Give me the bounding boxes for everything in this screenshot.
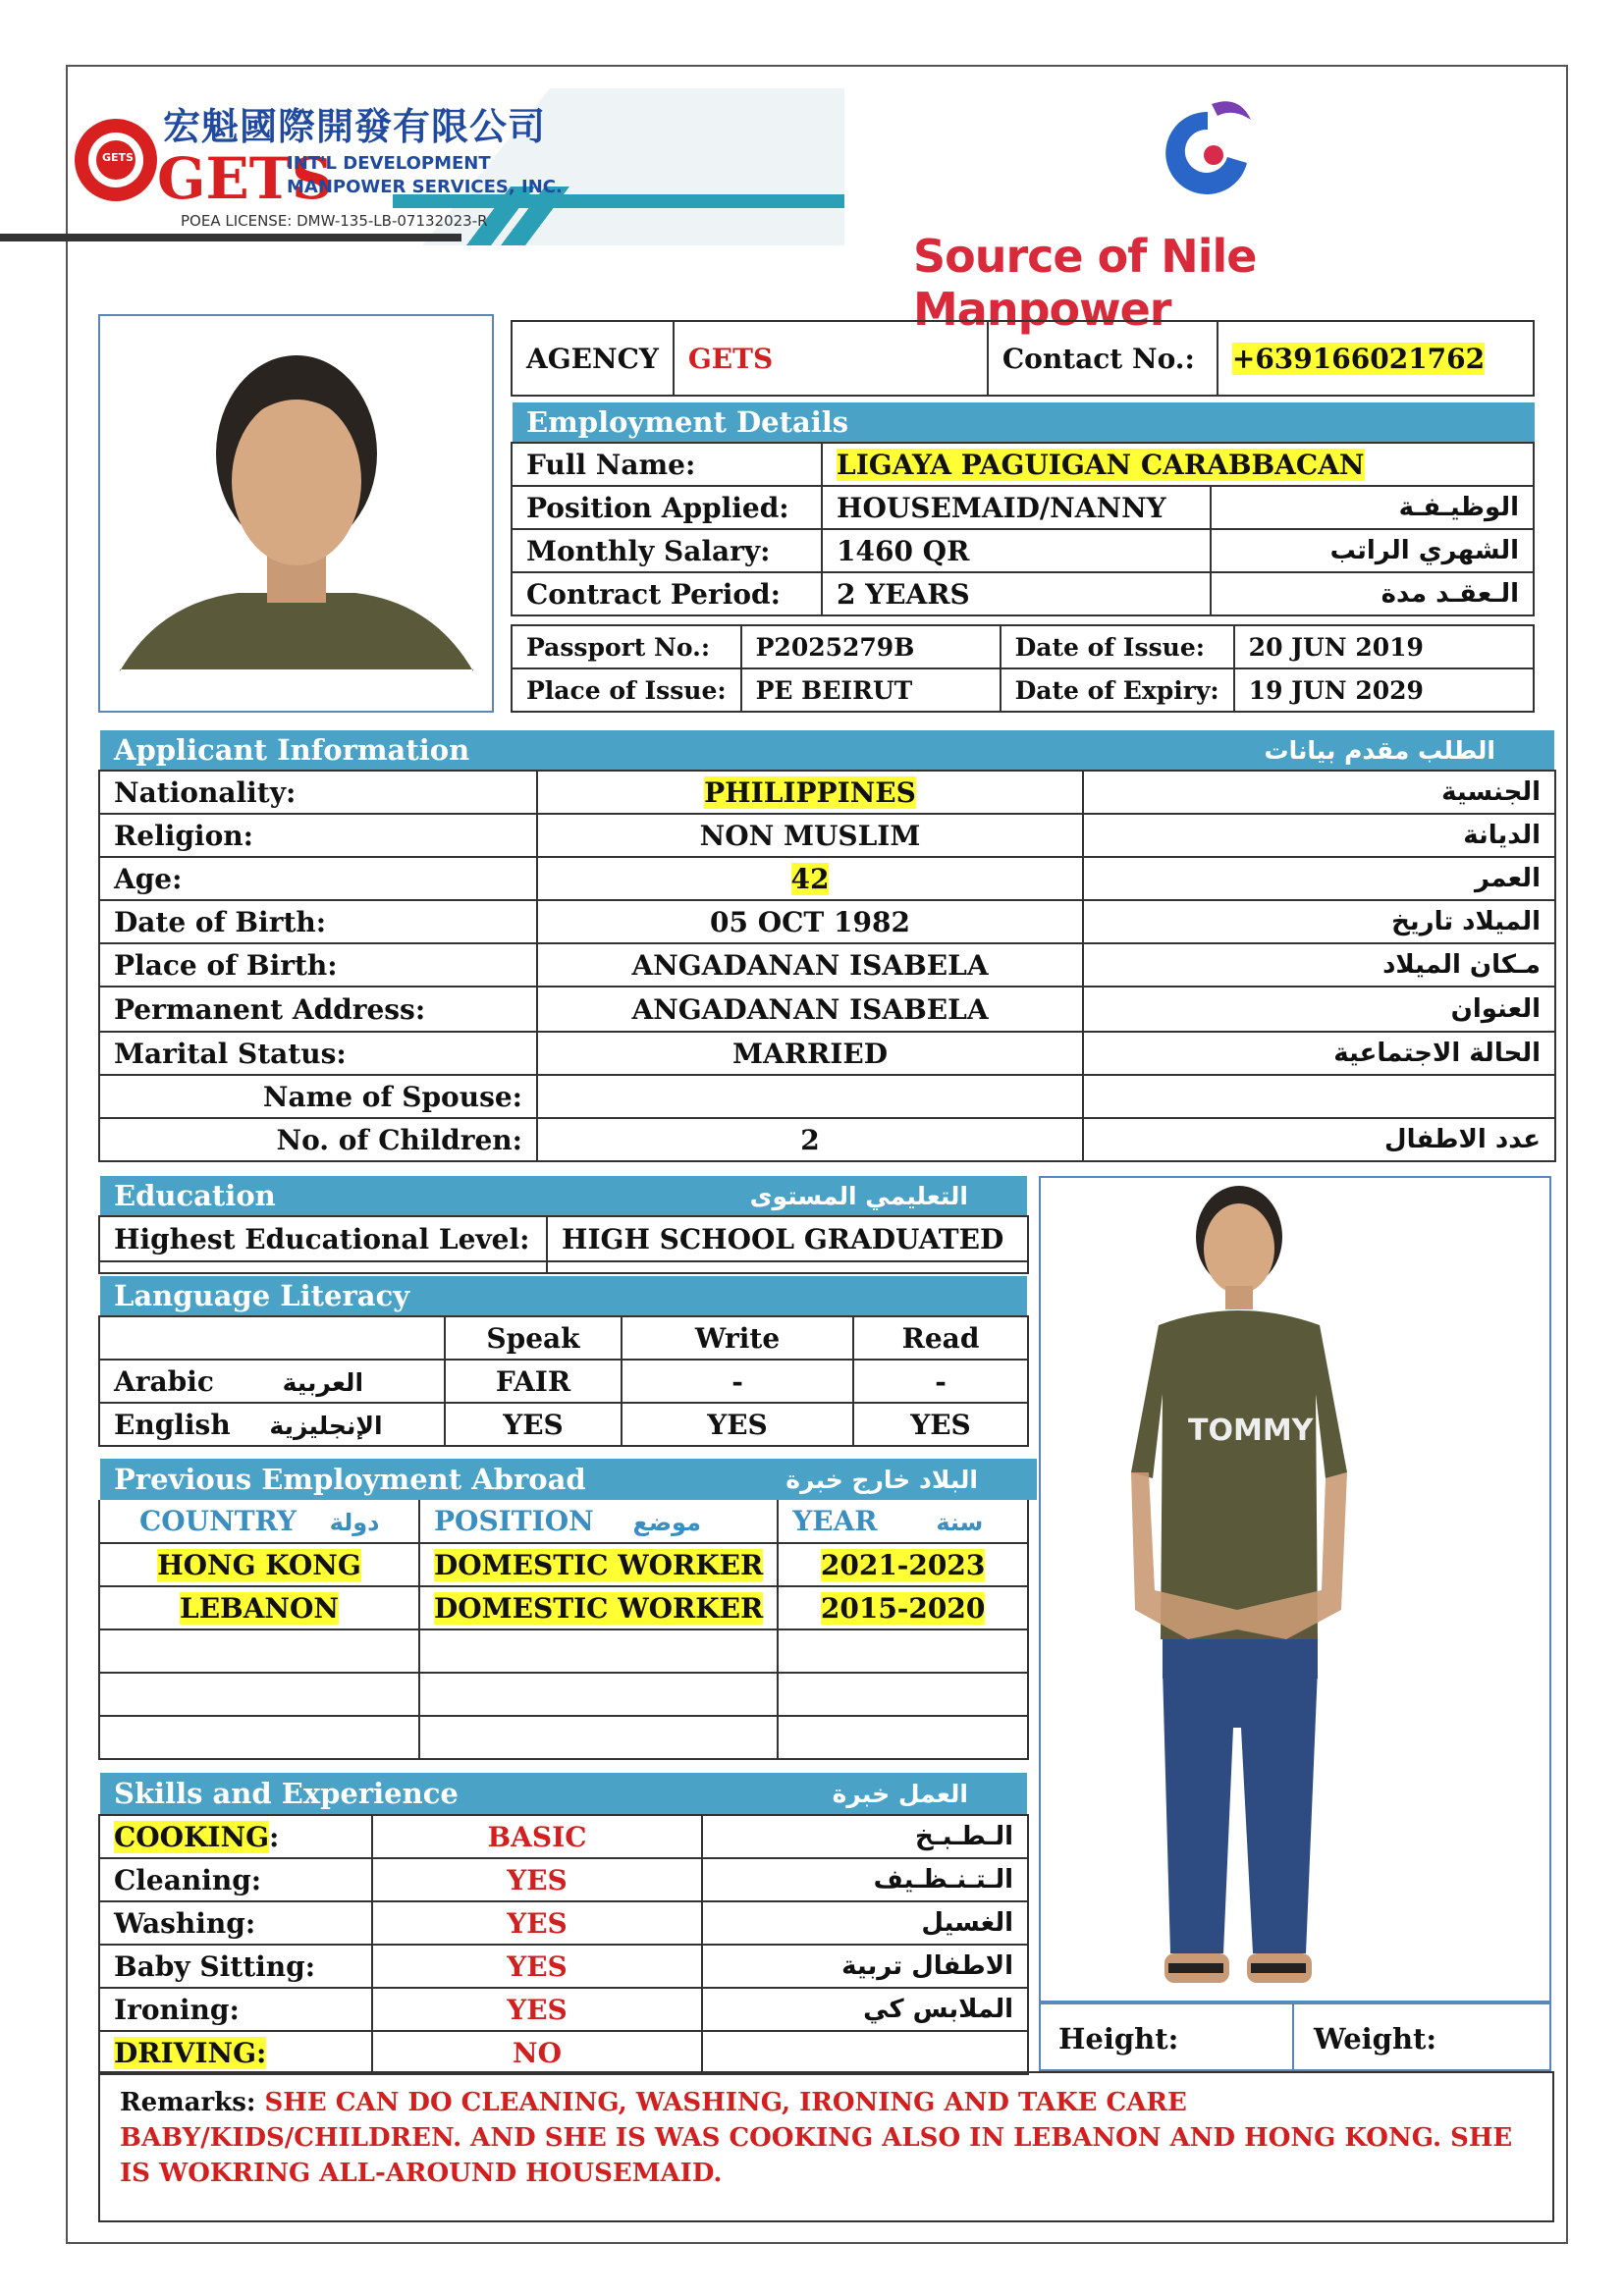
employment-table — [511, 442, 1535, 616]
previous-table — [98, 1500, 1029, 1760]
country-header-label: COUNTRY — [139, 1505, 297, 1537]
prev-year-value: 2015-2020 — [820, 1591, 986, 1625]
ironing-arabic: الملابس كي — [702, 1988, 1028, 2031]
pob-arabic: مـكان الميلاد — [1083, 943, 1555, 987]
prev-position-value: DOMESTIC WORKER — [434, 1548, 764, 1581]
english-write: YES — [622, 1403, 853, 1446]
driving-label-cell — [99, 2031, 372, 2074]
language-title: Language Literacy — [114, 1279, 410, 1312]
arabic-read: - — [853, 1360, 1028, 1403]
address-value: ANGADANAN ISABELA — [537, 987, 1083, 1032]
height-weight-divider — [1292, 2004, 1294, 2069]
spouse-arabic — [1083, 1075, 1555, 1118]
religion-label: Religion: — [99, 814, 537, 857]
pob-value: ANGADANAN ISABELA — [537, 943, 1083, 987]
babysitting-label: Baby Sitting: — [99, 1945, 372, 1988]
prev-year-value: 2021-2023 — [820, 1548, 986, 1581]
children-arabic: عدد الاطفال — [1083, 1118, 1555, 1161]
age-label: Age: — [99, 857, 537, 900]
place-issue-value: PE BEIRUT — [741, 668, 1001, 712]
table-row — [99, 1316, 1028, 1360]
height-label: Height: — [1058, 2022, 1179, 2056]
nationality-arabic: الجنسية — [1083, 771, 1555, 814]
agency-table — [511, 320, 1535, 397]
year-header-label: YEAR — [792, 1505, 878, 1537]
speak-header: Speak — [445, 1316, 622, 1360]
table-row — [99, 1586, 1028, 1629]
full-body-photo — [1039, 1176, 1551, 2002]
table-row — [99, 1629, 1028, 1673]
position-arabic: الوظيـفـة — [1211, 486, 1534, 529]
english-lang-cell — [99, 1403, 445, 1446]
marital-arabic: الحالة الاجتماعية — [1083, 1032, 1555, 1075]
position-label: Position Applied: — [512, 486, 822, 529]
table-row — [512, 443, 1534, 486]
year-header-arabic: سنة — [936, 1509, 984, 1536]
pob-label: Place of Birth: — [99, 943, 537, 987]
age-cell — [537, 857, 1083, 900]
applicant-table — [98, 770, 1556, 1162]
applicant-title: Applicant Information — [114, 733, 470, 767]
contact-value-cell — [1218, 321, 1534, 396]
table-row — [99, 1360, 1028, 1403]
arabic-write: - — [622, 1360, 853, 1403]
table-row — [99, 1032, 1555, 1075]
table-row — [99, 1988, 1028, 2031]
table-row — [99, 1945, 1028, 1988]
skills-section-header — [100, 1773, 1027, 1814]
gets-logo — [0, 69, 844, 265]
washing-arabic: الغسيل — [702, 1901, 1028, 1945]
agency-value: GETS — [674, 321, 988, 396]
table-row — [99, 1543, 1028, 1586]
washing-label: Washing: — [99, 1901, 372, 1945]
cleaning-value: YES — [372, 1858, 702, 1901]
ironing-label: Ironing: — [99, 1988, 372, 2031]
nationality-label: Nationality: — [99, 771, 537, 814]
religion-value: NON MUSLIM — [537, 814, 1083, 857]
marital-label: Marital Status: — [99, 1032, 537, 1075]
gets-license: POEA LICENSE: DMW-135-LB-07132023-R — [181, 212, 488, 230]
agency-label: AGENCY — [512, 321, 674, 396]
address-arabic: العنوان — [1083, 987, 1555, 1032]
salary-value: 1460 QR — [822, 529, 1211, 572]
skill-label-cell — [99, 1815, 372, 1858]
table-row — [99, 1858, 1028, 1901]
remarks-text: SHE CAN DO CLEANING, WASHING, IRONING AND TAKE CARE BABY/KIDS/CHILDREN. AND SHE IS WAS COOKING ALSO IN LEBANON AND HONG KONG. SHE IS WOKRING ALL-AROUND HOUSEMAID. — [120, 2088, 1513, 2188]
table-row — [99, 1216, 1028, 1261]
cleaning-arabic: الـتـنـظـيف — [702, 1858, 1028, 1901]
table-row — [512, 529, 1534, 572]
table-row — [99, 900, 1555, 943]
salary-label: Monthly Salary: — [512, 529, 822, 572]
write-header: Write — [622, 1316, 853, 1360]
arabic-speak: FAIR — [445, 1360, 622, 1403]
country-header — [99, 1500, 419, 1543]
driving-value: NO — [372, 2031, 702, 2074]
place-issue-label: Place of Issue: — [512, 668, 741, 712]
age-arabic: العمر — [1083, 857, 1555, 900]
driving-label: DRIVING: — [114, 2036, 267, 2069]
prev-country-cell — [99, 1586, 419, 1629]
gets-badge: GETS — [102, 151, 134, 164]
contract-value: 2 YEARS — [822, 572, 1211, 615]
expiry-date-value: 19 JUN 2029 — [1234, 668, 1534, 712]
table-row — [99, 1716, 1028, 1759]
address-label: Permanent Address: — [99, 987, 537, 1032]
table-row — [512, 625, 1534, 668]
age-value: 42 — [790, 862, 830, 895]
remarks-content — [120, 2085, 1533, 2191]
skills-title: Skills and Experience — [114, 1777, 459, 1810]
spouse-value — [537, 1075, 1083, 1118]
education-value: HIGH SCHOOL GRADUATED — [547, 1216, 1028, 1261]
table-row — [99, 1673, 1028, 1716]
skills-title-arabic: العمل خبرة — [832, 1779, 968, 1808]
nile-title: Source of Nile Manpower — [913, 230, 1257, 336]
education-section-header — [100, 1176, 1027, 1215]
year-header — [778, 1500, 1028, 1543]
full-body-illustration — [1041, 1178, 1549, 2001]
contract-label: Contract Period: — [512, 572, 822, 615]
arabic-lang-label: Arabic — [114, 1364, 214, 1398]
prev-year-cell — [778, 1586, 1028, 1629]
table-row — [99, 2031, 1028, 2074]
previous-section-header — [100, 1459, 1037, 1500]
position-header — [419, 1500, 778, 1543]
table-row — [99, 987, 1555, 1032]
ironing-value: YES — [372, 1988, 702, 2031]
marital-value: MARRIED — [537, 1032, 1083, 1075]
language-section-header — [100, 1276, 1027, 1315]
table-row — [99, 857, 1555, 900]
babysitting-value: YES — [372, 1945, 702, 1988]
babysitting-arabic: الاطفال تربية — [702, 1945, 1028, 1988]
cooking-arabic: الـطـبـخ — [702, 1815, 1028, 1858]
full-name-cell — [822, 443, 1534, 486]
weight-label: Weight: — [1314, 2022, 1437, 2056]
table-row — [99, 1815, 1028, 1858]
previous-title: Previous Employment Abroad — [114, 1463, 586, 1496]
passport-no-label: Passport No.: — [512, 625, 741, 668]
employment-section-header — [513, 402, 1535, 442]
passport-table — [511, 624, 1535, 713]
portrait-illustration — [100, 316, 492, 711]
position-header-arabic: موضع — [632, 1509, 701, 1536]
height-weight-box — [1039, 2002, 1551, 2071]
issue-date-value: 20 JUN 2019 — [1234, 625, 1534, 668]
education-title-arabic: التعليمي المستوى — [749, 1181, 968, 1210]
english-lang-arabic: الإنجليزية — [269, 1411, 383, 1440]
cleaning-label: Cleaning: — [99, 1858, 372, 1901]
nationality-value: PHILIPPINES — [704, 775, 916, 809]
table-row — [99, 814, 1555, 857]
gets-chinese-name: 宏魁國際開發有限公司 — [163, 105, 547, 148]
children-label: No. of Children: — [99, 1118, 537, 1161]
washing-value: YES — [372, 1901, 702, 1945]
education-table — [98, 1215, 1029, 1274]
spouse-label: Name of Spouse: — [99, 1075, 537, 1118]
issue-date-label: Date of Issue: — [1001, 625, 1234, 668]
education-label: Highest Educational Level: — [99, 1216, 547, 1261]
table-row — [512, 668, 1534, 712]
prev-country-cell — [99, 1543, 419, 1586]
table-row — [512, 572, 1534, 615]
prev-year-cell — [778, 1543, 1028, 1586]
gets-line2: MANPOWER SERVICES, INC. — [287, 177, 563, 197]
children-value: 2 — [537, 1118, 1083, 1161]
table-row — [99, 1118, 1555, 1161]
passport-no-value: P2025279B — [741, 625, 1001, 668]
prev-position-value: DOMESTIC WORKER — [434, 1591, 764, 1625]
shirt-text: TOMMY — [1188, 1414, 1314, 1448]
remarks-label: Remarks: — [120, 2088, 256, 2117]
gets-wordmark: GETS — [157, 145, 333, 212]
driving-arabic — [702, 2031, 1028, 2074]
dob-arabic: الميلاد تاريخ — [1083, 900, 1555, 943]
previous-title-arabic: البلاد خارج خبرة — [785, 1465, 978, 1494]
full-name-label: Full Name: — [512, 443, 822, 486]
table-row — [99, 1403, 1028, 1446]
dob-value: 05 OCT 1982 — [537, 900, 1083, 943]
contact-label: Contact No.: — [988, 321, 1218, 396]
english-lang-label: English — [114, 1408, 231, 1441]
table-row — [99, 1261, 1028, 1273]
read-header: Read — [853, 1316, 1028, 1360]
prev-country-value: LEBANON — [180, 1591, 339, 1625]
remarks-box — [98, 2071, 1554, 2222]
position-header-label: POSITION — [434, 1505, 594, 1537]
position-value: HOUSEMAID/NANNY — [822, 486, 1211, 529]
nile-logo — [913, 94, 1522, 336]
table-row — [99, 1901, 1028, 1945]
arabic-lang-arabic: العربية — [282, 1367, 364, 1397]
contact-value: +639166021762 — [1231, 342, 1486, 375]
applicant-section-header — [100, 730, 1554, 770]
cooking-value: BASIC — [372, 1815, 702, 1858]
table-row — [99, 943, 1555, 987]
religion-arabic: الديانة — [1083, 814, 1555, 857]
english-speak: YES — [445, 1403, 622, 1446]
education-title: Education — [114, 1179, 276, 1212]
full-name-value: LIGAYA PAGUIGAN CARABBACAN — [837, 448, 1365, 481]
cooking-label: COOKING — [114, 1820, 270, 1853]
employment-title: Employment Details — [526, 405, 849, 439]
skills-table — [98, 1814, 1029, 2075]
prev-position-cell — [419, 1543, 778, 1586]
english-read: YES — [853, 1403, 1028, 1446]
dob-label: Date of Birth: — [99, 900, 537, 943]
expiry-date-label: Date of Expiry: — [1001, 668, 1234, 712]
gets-line1: INT'L DEVELOPMENT — [287, 153, 491, 174]
nile-emblem-icon — [1149, 94, 1257, 212]
language-table — [98, 1315, 1029, 1447]
nationality-cell — [537, 771, 1083, 814]
table-row — [99, 771, 1555, 814]
portrait-photo — [98, 314, 494, 713]
contract-arabic: الـعقـد مدة — [1211, 572, 1534, 615]
cooking-label-suffix: : — [269, 1820, 280, 1853]
applicant-title-arabic: الطلب مقدم بيانات — [1264, 735, 1495, 765]
salary-arabic: الشهري الراتب — [1211, 529, 1534, 572]
arabic-lang-cell — [99, 1360, 445, 1403]
table-row — [99, 1075, 1555, 1118]
prev-position-cell — [419, 1586, 778, 1629]
table-row — [512, 486, 1534, 529]
table-row — [99, 1500, 1028, 1543]
country-header-arabic: دولة — [329, 1509, 380, 1536]
prev-country-value: HONG KONG — [157, 1548, 361, 1581]
